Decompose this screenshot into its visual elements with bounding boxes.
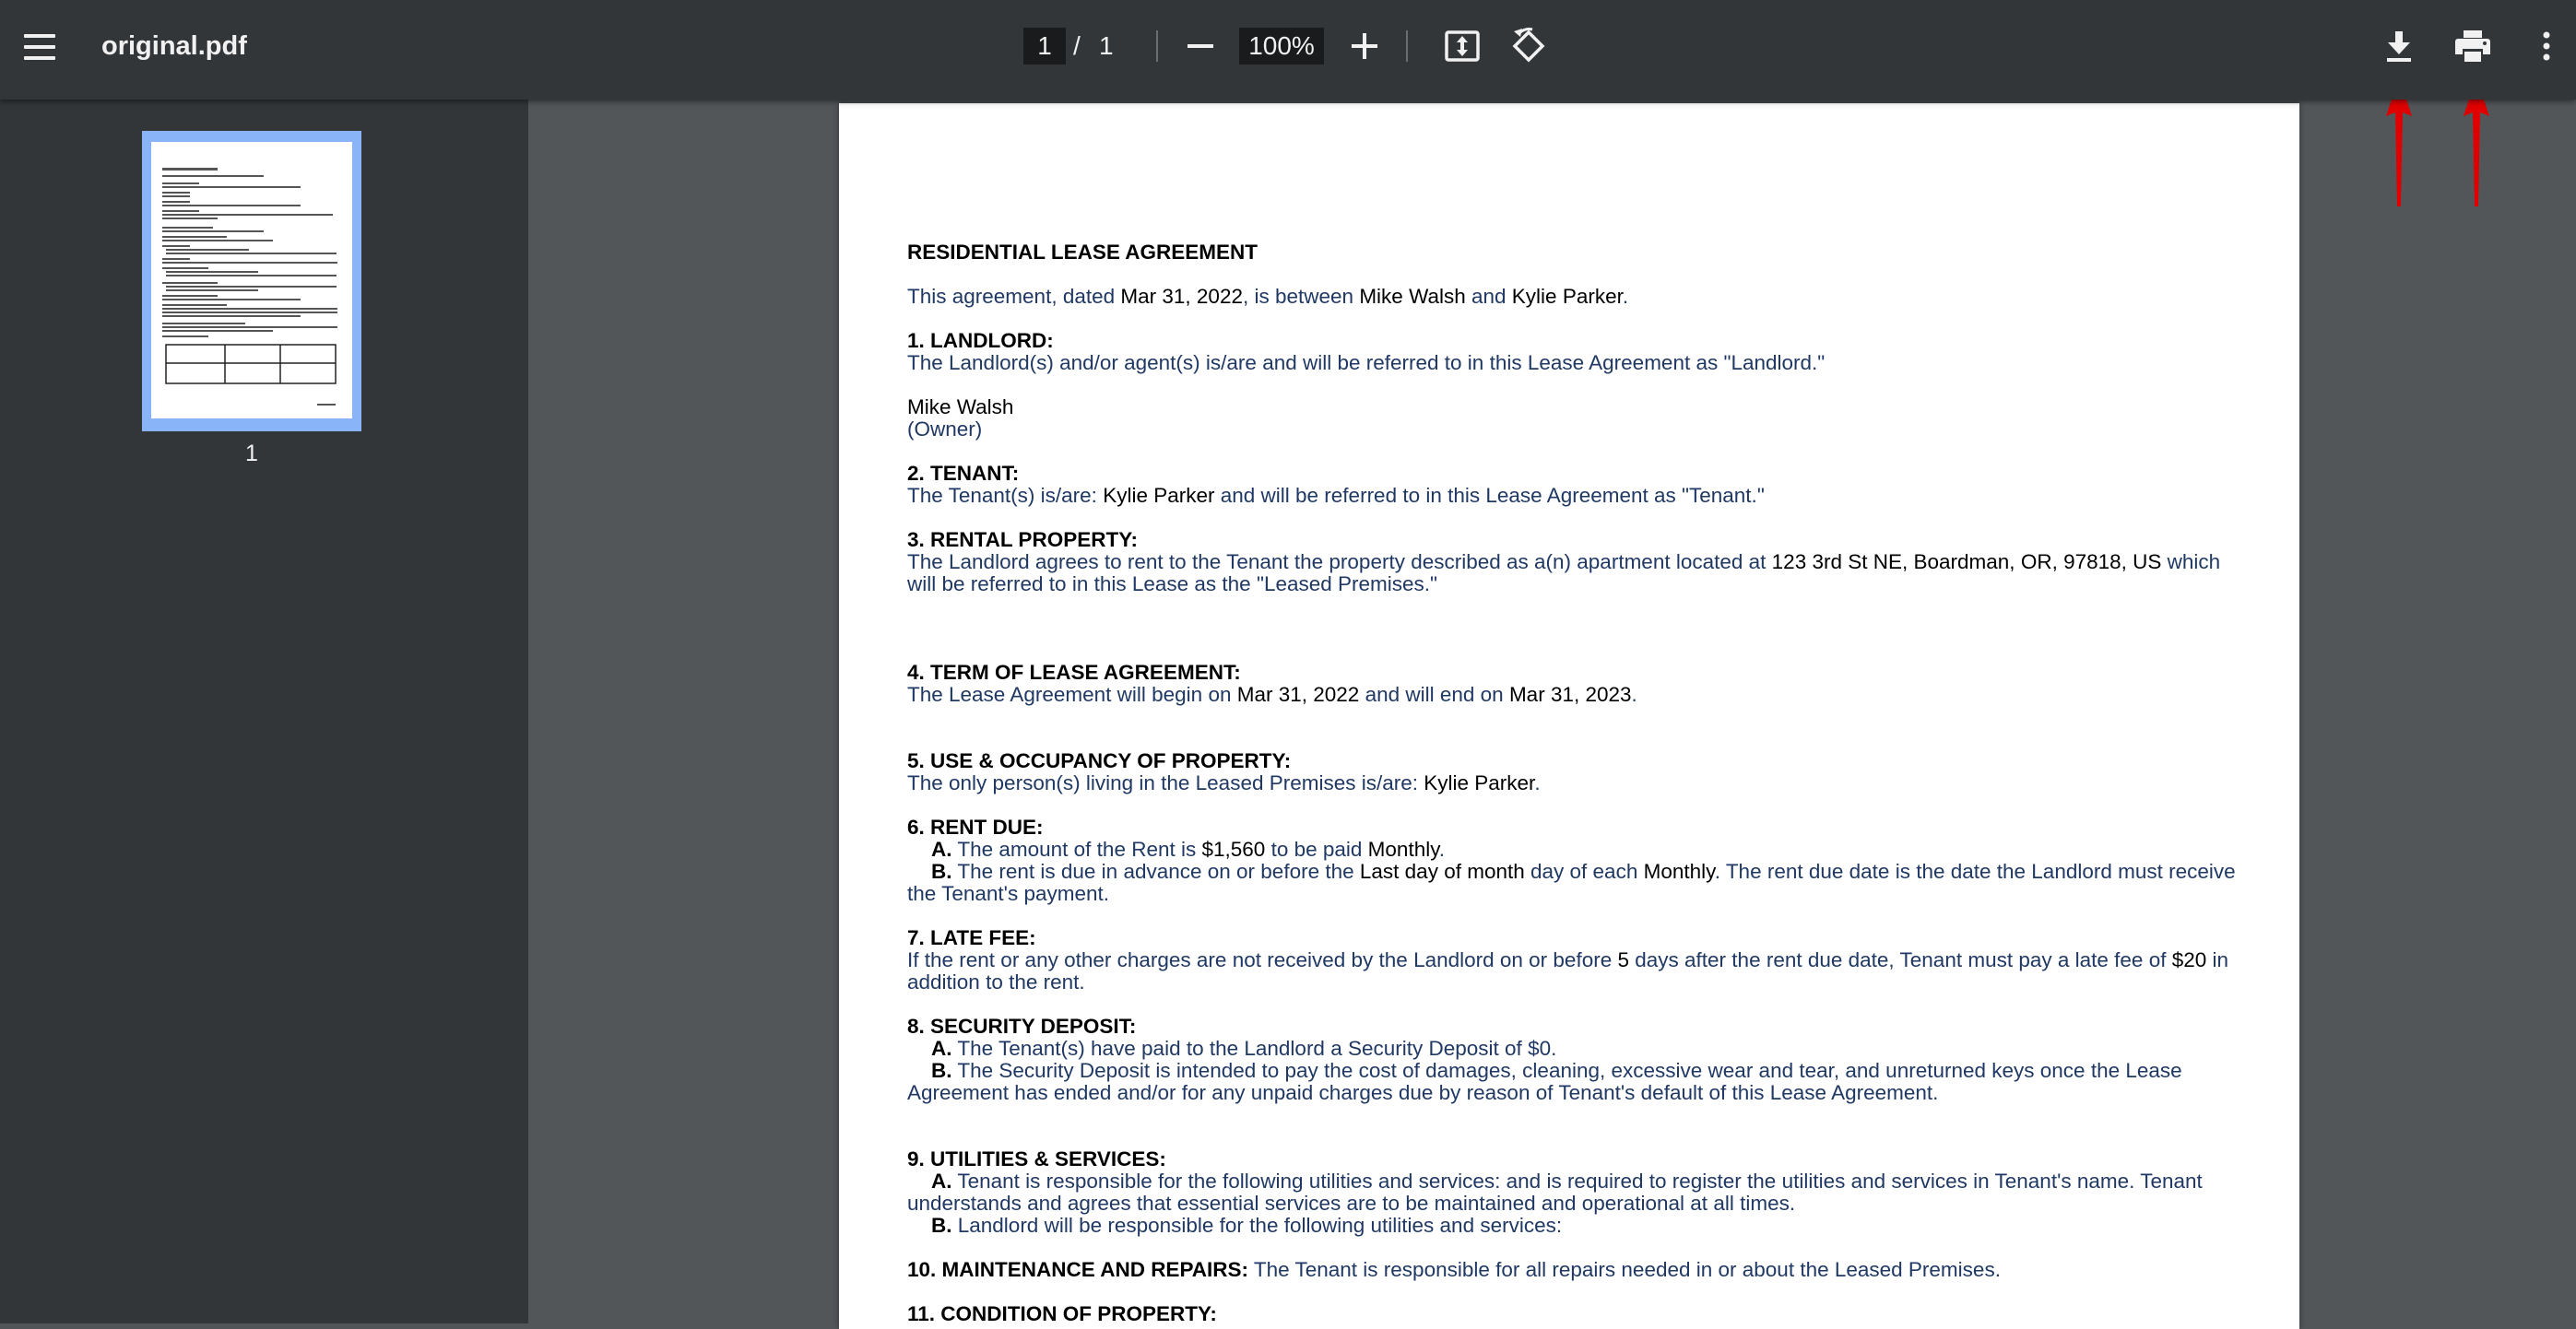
intro-paragraph: This agreement, dated Mar 31, 2022, is between Mike Walsh and Kylie Parker.	[907, 285, 1629, 308]
pdf-toolbar	[0, 0, 2576, 100]
page-thumbnail[interactable]	[142, 131, 361, 431]
section-text: The Lease Agreement will begin on Mar 31, 2022 and will end on Mar 31, 2023.	[907, 683, 1637, 706]
section-heading: 1. LANDLORD:	[907, 329, 1054, 352]
clause-a: A. The Tenant(s) have paid to the Landlord a Security Deposit of $0.	[931, 1037, 1557, 1060]
toolbar-divider	[1156, 30, 1158, 62]
clause-b: B. The Security Deposit is intended to pay the cost of damages, cleaning, excessive wear and tear, and unreturned keys once the Lease Agreement has ended and/or for any unpaid charges due by reason of Tenant's default of this Lease Agreement.	[907, 1059, 2182, 1104]
thumbnail-preview	[151, 142, 352, 418]
clause-a: A. The amount of the Rent is $1,560 to be paid Monthly.	[931, 838, 1446, 861]
section-text: The only person(s) living in the Leased Premises is/are: Kylie Parker.	[907, 771, 1541, 794]
page-number-input[interactable]: 1	[1023, 28, 1066, 65]
landlord-name: Mike Walsh	[907, 395, 1014, 418]
section-heading: 4. TERM OF LEASE AGREEMENT:	[907, 661, 1241, 684]
thumbnail-page-number: 1	[245, 441, 258, 466]
more-vertical-icon[interactable]	[2521, 20, 2570, 72]
fit-page-icon[interactable]	[1436, 20, 1488, 72]
clause-b: B. The rent is due in advance on or before the Last day of month day of each Monthly. The rent due date is the date the Landlord must receive the Tenant's payment.	[907, 860, 2236, 905]
document-title-heading: RESIDENTIAL LEASE AGREEMENT	[907, 241, 1258, 264]
rotate-icon[interactable]	[1503, 20, 1554, 72]
landlord-role: (Owner)	[907, 418, 983, 441]
toolbar-divider	[1406, 30, 1408, 62]
section-heading: 3. RENTAL PROPERTY:	[907, 528, 1139, 551]
section-heading: 9. UTILITIES & SERVICES:	[907, 1147, 1166, 1170]
section-text: If the rent or any other charges are not received by the Landlord on or before 5 days after the rent due date, Tenant must pay a late fee of $20 in addition to the rent.	[907, 948, 2229, 994]
clause-b: B. Landlord will be responsible for the following utilities and services:	[931, 1214, 1563, 1237]
clause-a: A. Tenant is responsible for the following utilities and services: and is required to register the utilities and services in Tenant's name. Tenant understands and agrees that essential services are to be maintained and operational at all times.	[907, 1170, 2203, 1215]
total-pages: 1	[1099, 31, 1114, 60]
document-title: original.pdf	[101, 31, 247, 61]
zoom-in-button[interactable]	[1346, 24, 1383, 68]
section-text: The Tenant(s) is/are: Kylie Parker and will be referred to in this Lease Agreement as "Tenant."	[907, 484, 1765, 507]
section-text: The Landlord agrees to rent to the Tenant the property described as a(n) apartment located at 123 3rd St NE, Boardman, OR, 97818, US which will be referred to in this Lease as the "Leased Premises."	[907, 550, 2221, 595]
zoom-level-input[interactable]: 100%	[1239, 28, 1324, 65]
menu-icon[interactable]	[17, 24, 63, 70]
pdf-page	[839, 103, 2299, 1329]
section-heading: 2. TENANT:	[907, 462, 1020, 485]
download-icon[interactable]	[2373, 20, 2425, 72]
section-heading: 5. USE & OCCUPANCY OF PROPERTY:	[907, 749, 1292, 772]
section-10: 10. MAINTENANCE AND REPAIRS: The Tenant is responsible for all repairs needed in or about the Leased Premises.	[907, 1258, 2001, 1281]
section-heading: 8. SECURITY DEPOSIT:	[907, 1015, 1137, 1038]
section-heading: 6. RENT DUE:	[907, 816, 1044, 839]
section-heading: 11. CONDITION OF PROPERTY:	[907, 1302, 1217, 1325]
document-content	[907, 241, 2244, 1325]
section-text: The Landlord(s) and/or agent(s) is/are and will be referred to in this Lease Agreement as "Landlord."	[907, 351, 1826, 374]
zoom-out-button[interactable]	[1182, 24, 1219, 68]
page-separator: /	[1073, 31, 1081, 60]
section-heading: 7. LATE FEE:	[907, 926, 1036, 949]
print-icon[interactable]	[2447, 20, 2499, 72]
